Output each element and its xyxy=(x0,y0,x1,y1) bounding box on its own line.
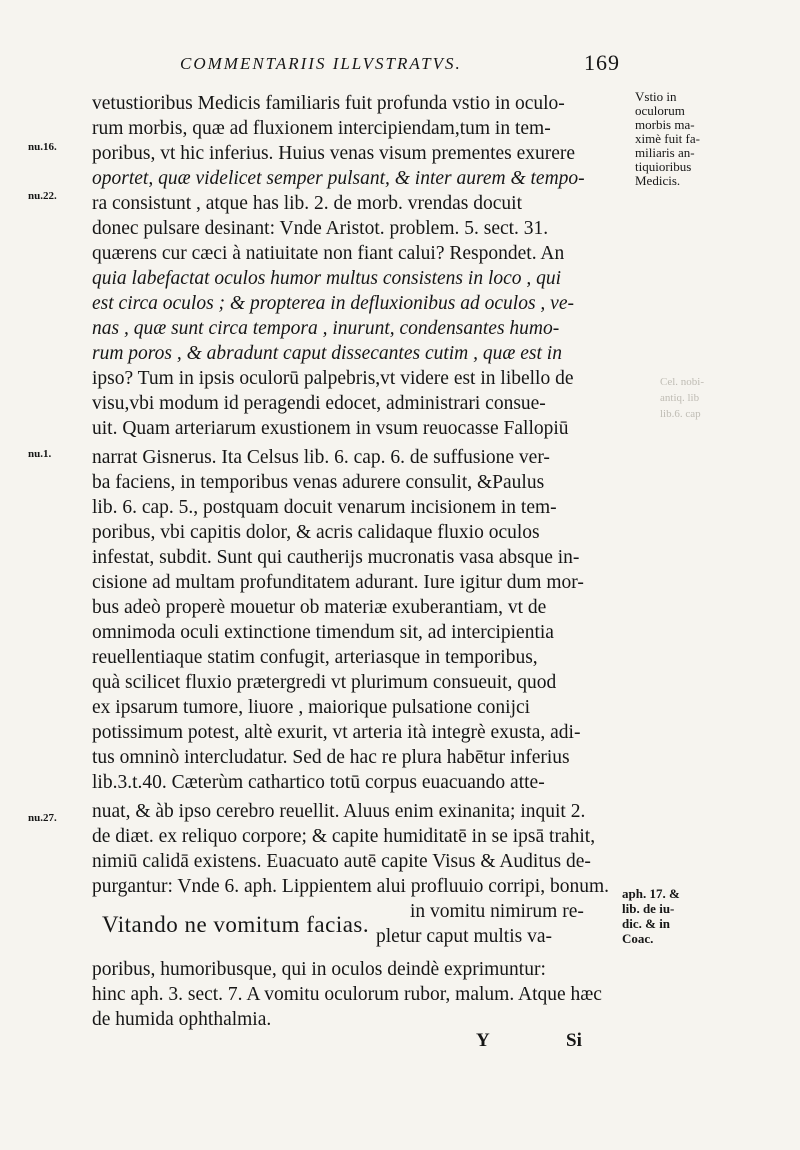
text-line: poribus, vbi capitis dolor, & acris calidaque fluxio oculos xyxy=(92,522,540,543)
bleed-through-text: Cel. nobi- xyxy=(660,376,704,388)
text-line: visu,vbi modum id peragendi edocet, administrari consue- xyxy=(92,393,546,414)
text-line: ipso? Tum in ipsis oculorū palpebris,vt videre est in libello de xyxy=(92,368,574,389)
text-line: potissimum potest, altè exurit, vt arteria ità integrè exusta, adi- xyxy=(92,722,581,743)
side-note-line: miliaris an- xyxy=(635,145,695,160)
text-line: bus adeò properè mouetur ob materiæ exuberantiam, vt de xyxy=(92,597,547,618)
text-line: in vomitu nimirum re- xyxy=(410,901,584,922)
text-line: lib. 6. cap. 5., postquam docuit venarum incisionem in tem- xyxy=(92,497,557,518)
text-line: reuellentiaque statim confugit, arteriasque in temporibus, xyxy=(92,647,538,668)
text-line: vetustioribus Medicis familiaris fuit profunda vstio in oculo- xyxy=(92,93,565,114)
text-line: cisione ad multam profunditatem adurant. Iure igitur dum mor- xyxy=(92,572,584,593)
side-note-line: aph. 17. & xyxy=(622,886,680,901)
text-line: quærens cur cæci à natiuitate non fiant calui? Respondet. An xyxy=(92,243,565,264)
text-line: quà scilicet fluxio prætergredi vt plurimum consueuit, quod xyxy=(92,672,557,693)
text-line: poribus, vt hic inferius. Huius venas visum prementes exurere xyxy=(92,143,576,164)
side-note xyxy=(635,90,745,188)
page-number: 169 xyxy=(584,50,620,75)
text-line: rum poros , & abradunt caput dissecantes cutim , quæ est in xyxy=(92,343,562,364)
text-line: hinc aph. 3. sect. 7. A vomitu oculorum rubor, malum. Atque hæc xyxy=(92,984,602,1005)
running-title: COMMENTARIIS ILLVSTRATVS. xyxy=(180,54,462,73)
text-line: purgantur: Vnde 6. aph. Lippientem alui profluuio corripi, bonum. xyxy=(92,876,610,897)
bleed-through-text: lib.6. cap xyxy=(660,408,701,420)
text-line: omnimoda oculi extinctione timendum sit, ad intercipientia xyxy=(92,622,554,643)
text-line: est circa oculos ; & propterea in defluxionibus ad oculos , ve- xyxy=(92,293,574,314)
side-note-line: Vstio in xyxy=(635,89,677,104)
text-line: oportet, quæ videlicet semper pulsant, & inter aurem & tempo- xyxy=(92,168,585,189)
side-note-line: tiquioribus xyxy=(635,159,692,174)
text-line: ba faciens, in temporibus venas adurere consulit, &Paulus xyxy=(92,472,545,493)
text-line: de humida ophthalmia. xyxy=(92,1009,272,1030)
margin-ref: nu.27. xyxy=(28,812,57,824)
text-line: uit. Quam arteriarum exustionem in vsum reuocasse Fallopiū xyxy=(92,418,569,439)
side-note-line: oculorum xyxy=(635,103,685,118)
text-line: ex ipsarum tumore, liuore , maiorique pulsatione conijci xyxy=(92,697,531,718)
text-line: nuat, & àb ipso cerebro reuellit. Aluus enim exinanita; inquit 2. xyxy=(92,801,586,822)
side-note-line: Coac. xyxy=(622,931,654,946)
text-line: lib.3.t.40. Cæterùm cathartico totū corpus euacuando atte- xyxy=(92,772,545,793)
signature-mark: Y xyxy=(476,1030,490,1051)
text-line: donec pulsare desinant: Vnde Aristot. problem. 5. sect. 31. xyxy=(92,218,549,239)
section-heading: Vitando ne vomitum facias. xyxy=(102,912,370,937)
margin-ref: nu.16. xyxy=(28,141,57,153)
text-line: narrat Gisnerus. Ita Celsus lib. 6. cap. 6. de suffusione ver- xyxy=(92,447,550,468)
text-line: de diæt. ex reliquo corpore; & capite humiditatē in se ipsā trahit, xyxy=(92,826,596,847)
text-line: poribus, humoribusque, qui in oculos deindè exprimuntur: xyxy=(92,959,546,980)
text-line: nas , quæ sunt circa tempora , inurunt, condensantes humo- xyxy=(92,318,560,339)
text-line: ra consistunt , atque has lib. 2. de morb. vrendas docuit xyxy=(92,193,522,214)
side-note-line: lib. de iu- xyxy=(622,901,675,916)
side-note-aphorism xyxy=(622,886,712,946)
text-line: tus omninò intercludatur. Sed de hac re plura habētur inferius xyxy=(92,747,570,768)
text-line: rum morbis, quæ ad fluxionem intercipiendam,tum in tem- xyxy=(92,118,551,139)
margin-ref: nu.1. xyxy=(28,448,52,460)
side-note-line: Medicis. xyxy=(635,173,681,188)
text-line: infestat, subdit. Sunt qui cautherijs mucronatis vasa absque in- xyxy=(92,547,580,568)
catchword: Si xyxy=(566,1030,582,1051)
bleed-through-text: antiq. lib xyxy=(660,392,700,404)
margin-ref: nu.22. xyxy=(28,190,57,202)
text-line: nimiū calidā existens. Euacuato autē capite Visus & Auditus de- xyxy=(92,851,591,872)
text-line: quia labefactat oculos humor multus consistens in loco , qui xyxy=(92,268,562,289)
side-note-line: ximè fuit fa- xyxy=(635,131,700,146)
side-note-line: morbis ma- xyxy=(635,117,695,132)
side-note-line: dic. & in xyxy=(622,916,671,931)
text-line: pletur caput multis va- xyxy=(376,926,552,947)
